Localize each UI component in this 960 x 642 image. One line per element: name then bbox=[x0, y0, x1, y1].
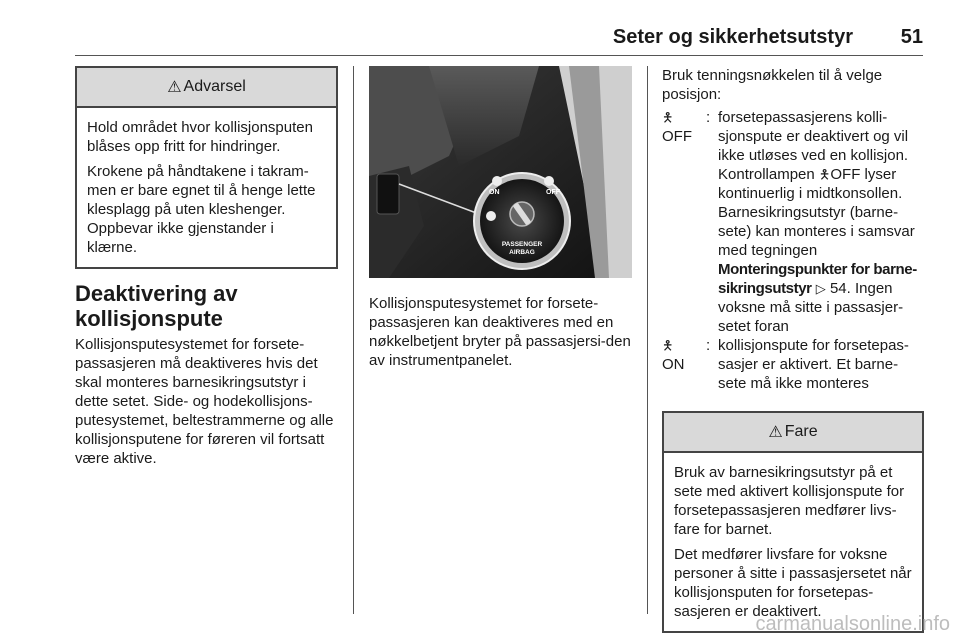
page-number: 51 bbox=[900, 26, 923, 48]
danger-box-body bbox=[664, 453, 922, 631]
column-right bbox=[662, 66, 924, 633]
airbag-switch-illustration bbox=[369, 66, 632, 278]
column-left bbox=[75, 66, 338, 468]
cross-reference-page: 54 bbox=[829, 280, 847, 297]
position-term-label: ON bbox=[662, 356, 685, 373]
warning-box-body bbox=[77, 108, 336, 267]
section-body: Kollisjonsputesystemet for forsete-passasjeren må deaktiveres hvis det skal monteres barnesikringsutstyr i dette setet. Side- og hodekollisjons-putesystemet, beltestrammerne og alle kollisjonsputene for føreren vil fortsatt være aktive. bbox=[75, 336, 334, 467]
header-rule bbox=[75, 55, 923, 56]
airbag-off-icon: 🯅 bbox=[662, 110, 674, 125]
column-divider bbox=[353, 66, 354, 614]
page-title: Seter og sikkerhetsutstyr bbox=[612, 26, 853, 48]
switch-label-off: OFF bbox=[546, 189, 560, 196]
airbag-on-icon: 🯅 bbox=[662, 338, 674, 353]
warning-box-header bbox=[77, 68, 336, 108]
danger-box-title: Fare bbox=[784, 423, 818, 440]
position-on: 🯅 ON : kollisjonspute for forsetepas-sasjer er aktivert. Et barne-sete må ikke monteres bbox=[662, 336, 924, 393]
switch-label-passenger: PASSENGER bbox=[501, 241, 543, 248]
positions-intro: Bruk tenningsnøkkelen til å velge posisjon: bbox=[662, 67, 883, 103]
danger-paragraph: Det medfører livsfare for voksne personer å sitte i passasjersetet når kollisjonsputen for forsetepas-sasjeren er deaktivert. bbox=[674, 546, 912, 620]
cross-reference-link[interactable]: Monteringspunkter for barne-sikringsutstyr bbox=[718, 261, 917, 297]
warning-triangle-icon: ⚠ bbox=[768, 424, 783, 441]
position-description: kollisjonspute for forsetepas-sasjer er aktivert. Et barne-sete må ikke monteres bbox=[718, 337, 909, 392]
column-divider bbox=[647, 66, 648, 614]
position-term bbox=[662, 108, 706, 336]
page-ref-arrow-icon: ▷ bbox=[815, 281, 826, 296]
danger-box bbox=[662, 411, 924, 633]
airbag-switch-figure bbox=[369, 66, 632, 278]
warning-paragraph: Hold området hvor kollisjonsputen blåses opp fritt for hindringer. bbox=[87, 119, 313, 155]
figure-caption: Kollisjonsputesystemet for forsete-passasjeren kan deaktiveres med en nøkkelbetjent bryter på passasjersi-den av instrumentpanelet. bbox=[369, 295, 631, 369]
position-description: forsetepassasjerens kolli-sjonspute er deaktivert og vil ikke utløses ved en kollisjon. Kontrollampen 🯅OFF lyser kontinuerlig i midtkonsollen. Barnesikringsutstyr (barne-sete) kan monteres i samsvar med tegningen Monteringspunkter for barne-sikringsutstyr ▷ 54. Ingen voksne må sitte i passasjer-setet foran bbox=[718, 109, 917, 335]
section-heading: Deaktivering av kollisjonspute bbox=[75, 281, 238, 331]
page-header bbox=[75, 18, 923, 52]
warning-paragraph: Krokene på håndtakene i takram-men er bare egnet til å henge lette klesplagg på uten kleshenger. Oppbevar ikke gjenstander i klærne. bbox=[87, 163, 316, 256]
danger-paragraph: Bruk av barnesikringsutstyr på et sete med aktivert kollisjonspute for forsetepassasjeren medfører livs-fare for barnet. bbox=[674, 464, 905, 538]
airbag-off-icon: 🯅 bbox=[818, 167, 831, 182]
column-middle bbox=[369, 66, 632, 370]
position-term-label: OFF bbox=[662, 128, 692, 145]
switch-label-airbag: AIRBAG bbox=[509, 249, 535, 256]
switch-label-on: ON bbox=[489, 189, 500, 196]
danger-box-header bbox=[664, 413, 922, 453]
position-off: 🯅 OFF : forsetepassasjerens kolli-sjonspute er deaktivert og vil ikke utløses ved en kollisjon. Kontrollampen 🯅OFF lyser kontinuerlig i midtkonsollen. Barnesikringsutstyr (barne-sete) kan monteres i samsvar med tegningen Monteringspunkter for barne-sikringsutstyr ▷ 54. Ingen voksne må sitte i passasjer-setet foran bbox=[662, 108, 924, 336]
watermark: carmanualsonline.info bbox=[755, 613, 950, 635]
position-term bbox=[662, 336, 706, 393]
warning-box-title: Advarsel bbox=[183, 78, 246, 95]
warning-triangle-icon: ⚠ bbox=[167, 79, 182, 96]
warning-box bbox=[75, 66, 338, 269]
